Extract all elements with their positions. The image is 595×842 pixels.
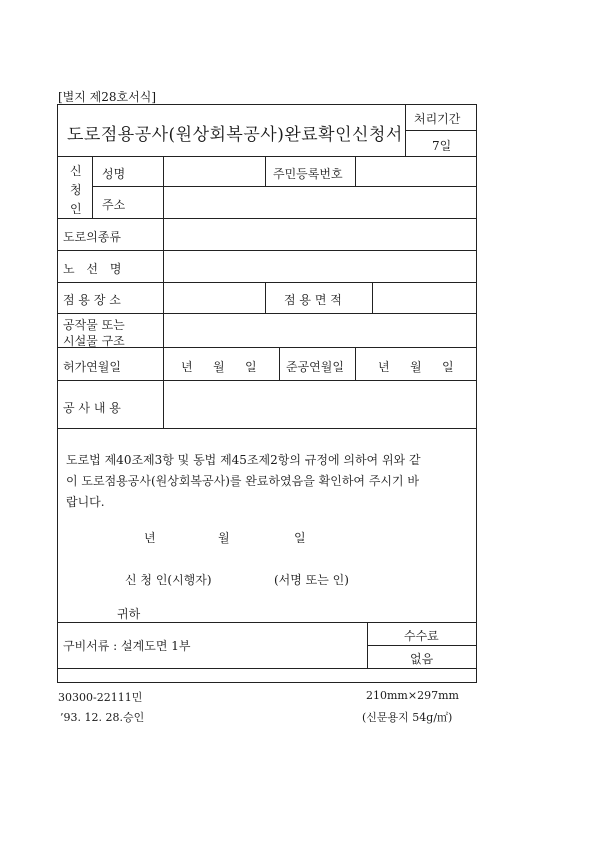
permit-date-day: 일 bbox=[245, 360, 257, 374]
name-label: 성명 bbox=[102, 167, 126, 181]
applicant-label-1: 신 bbox=[70, 164, 82, 178]
processing-period-value: 7일 bbox=[432, 139, 452, 153]
occupy-place-label: 점 용 장 소 bbox=[63, 293, 121, 307]
road-type-label: 도로의종류 bbox=[63, 230, 121, 244]
processing-period-label: 처리기간 bbox=[414, 112, 461, 126]
statement-date-year: 년 bbox=[144, 531, 156, 545]
completion-date-year: 년 bbox=[378, 360, 390, 374]
applicant-label-3: 인 bbox=[70, 202, 82, 216]
statement-line-1: 도로법 제40조제3항 및 동법 제45조제2항의 규정에 의하여 위와 같 bbox=[66, 453, 421, 467]
paper-type: (신문용지 54g/㎡) bbox=[362, 711, 453, 724]
required-documents: 구비서류 : 설계도면 1부 bbox=[63, 639, 191, 653]
form-title: 도로점용공사(원상회복공사)완료확인신청서 bbox=[67, 125, 403, 145]
completion-date-day: 일 bbox=[442, 360, 454, 374]
structure-label-line1: 공작물 또는 bbox=[63, 318, 125, 332]
structure-field[interactable] bbox=[165, 315, 474, 345]
occupy-area-label: 점 용 면 적 bbox=[284, 293, 342, 307]
completion-date-month: 월 bbox=[410, 360, 422, 374]
road-type-field[interactable] bbox=[165, 220, 474, 248]
occupy-area-field[interactable] bbox=[374, 284, 474, 311]
fee-value: 없음 bbox=[410, 652, 434, 666]
fee-label: 수수료 bbox=[404, 629, 439, 643]
work-content-field[interactable] bbox=[165, 382, 474, 426]
applicant-label-2: 청 bbox=[70, 183, 82, 197]
statement-line-3: 랍니다. bbox=[66, 495, 105, 509]
approval-date: ’93. 12. 28.승인 bbox=[60, 711, 145, 724]
permit-date-year: 년 bbox=[181, 360, 193, 374]
occupy-place-field[interactable] bbox=[165, 284, 263, 311]
permit-date-label: 허가연월일 bbox=[63, 360, 121, 374]
statement-line-2: 이 도로점용공사(원상회복공사)를 완료하였음을 확인하여 주시기 바 bbox=[66, 474, 420, 488]
signature-note: (서명 또는 인) bbox=[274, 573, 349, 587]
name-field[interactable] bbox=[165, 158, 263, 184]
rrn-field[interactable] bbox=[357, 158, 474, 184]
rrn-label: 주민등록번호 bbox=[273, 167, 343, 181]
recipient-label: 귀하 bbox=[117, 607, 141, 621]
applicant-signature-label: 신 청 인(시행자) bbox=[125, 573, 212, 587]
permit-date-month: 월 bbox=[213, 360, 225, 374]
work-content-label: 공 사 내 용 bbox=[63, 401, 121, 415]
address-label: 주소 bbox=[102, 198, 126, 212]
route-name-label: 노 선 명 bbox=[63, 262, 122, 276]
statement-date-day: 일 bbox=[294, 531, 306, 545]
form-code: 30300-22111민 bbox=[58, 691, 143, 704]
address-field[interactable] bbox=[165, 188, 474, 216]
paper-size: 210mm×297mm bbox=[366, 689, 459, 702]
form-number: [별지 제28호서식] bbox=[58, 90, 156, 104]
route-name-field[interactable] bbox=[165, 252, 474, 280]
completion-date-label: 준공연월일 bbox=[286, 360, 344, 374]
statement-date-month: 월 bbox=[218, 531, 230, 545]
structure-label-line2: 시설물 구조 bbox=[63, 334, 125, 348]
